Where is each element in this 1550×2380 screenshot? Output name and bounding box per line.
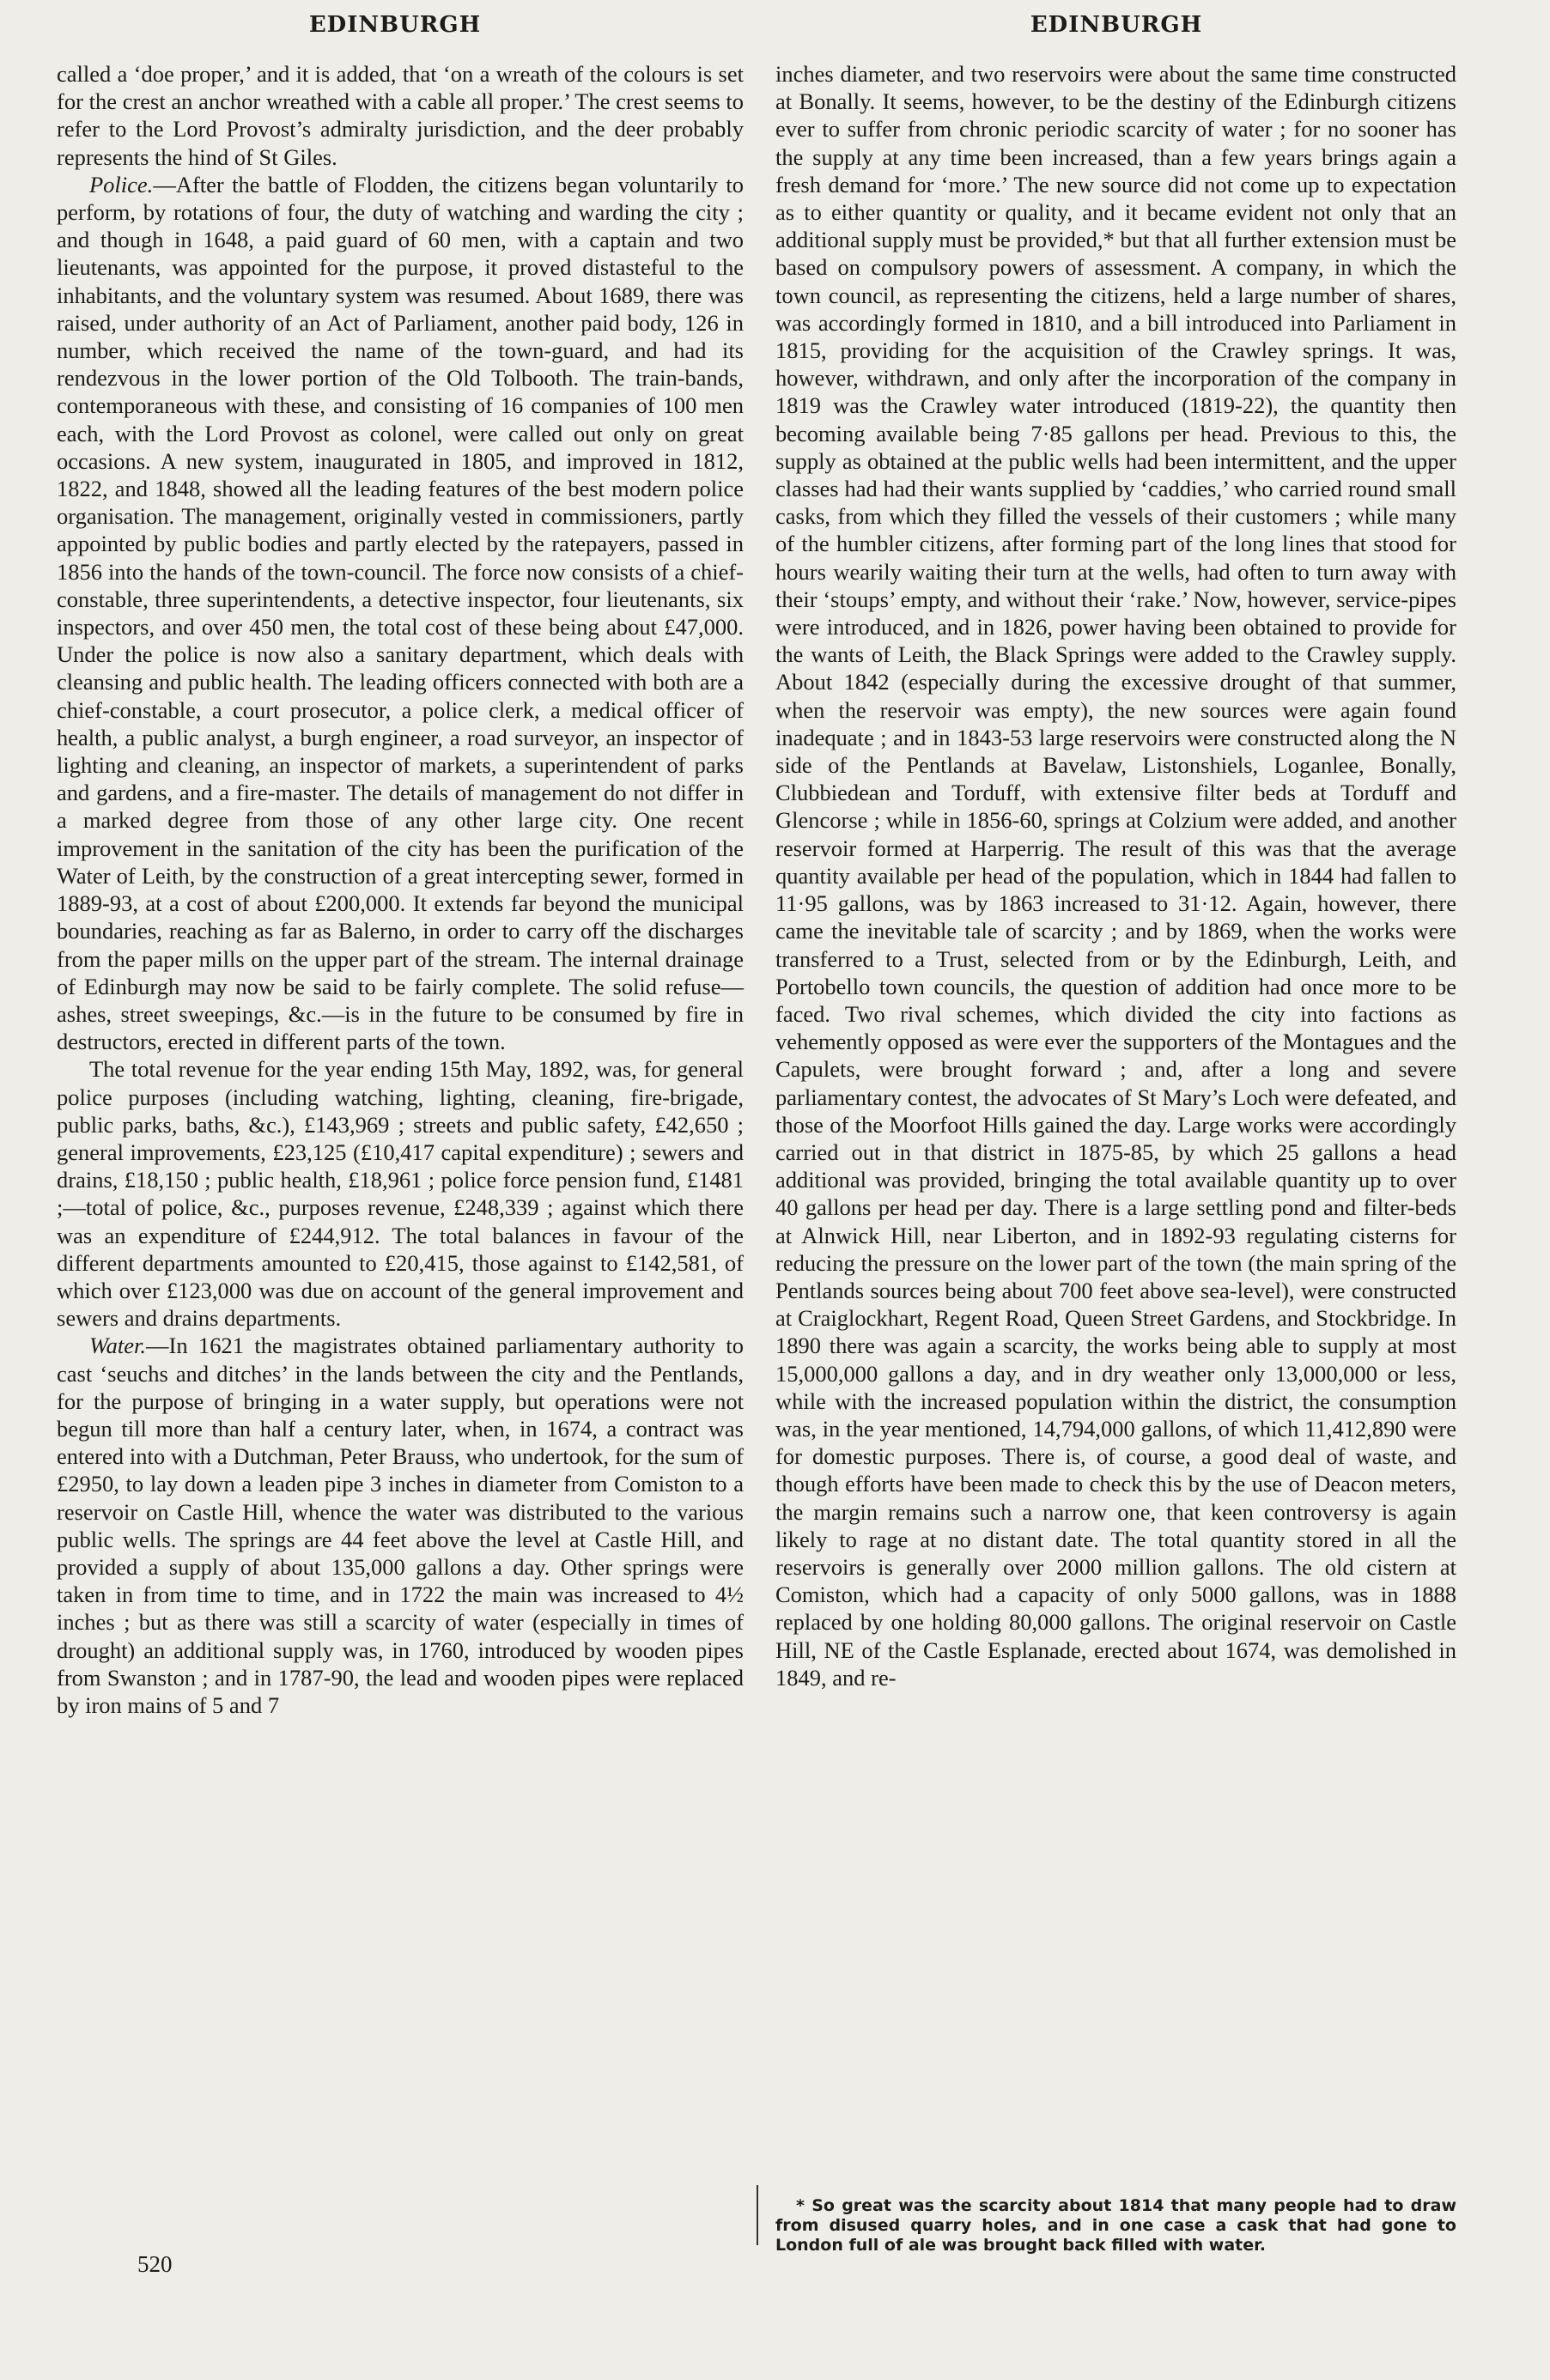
paragraph-text: —After the battle of Flodden, the citizens began voluntarily to perform, by rotations of four, the duty of watching and warding the city ; and though in 1648, a paid guard of 60 men, with a captain and two lieutenants, was appointed for the purpose, it proved distasteful to the inhabitants, and the voluntary system was resumed. About 1689, there was raised, under authority of an Act of Parliament, another paid body, 126 in number, which received the name of the town-guard, and had its rendezvous in the lower portion of the Old Tolbooth. The train-bands, contemporaneous with these, and consisting of 16 companies of 100 men each, with the Lord Provost as colonel, were called out only on great occasions. A new system, inaugurated in 1805, and improved in 1812, 1822, and 1848, showed all the leading features of the best modern police organisation. The management, originally vested in commissioners, partly appointed by public bodies and partly elected by the ratepayers, passed in 1856 into the hands of the town-council. The force now consists of a chief-constable, three superintendents, a detective inspector, four lieutenants, six inspectors, and over 450 men, the total cost of these being about £47,000. Under the police is now also a sanitary department, which deals with cleansing and public health. The leading officers connected with both are a chief-constable, a court prosecutor, a police clerk, a medical officer of health, a public analyst, a burgh engineer, a road surveyor, an inspector of lighting and cleaning, an inspector of markets, a superintendent of parks and gardens, and a fire-master. The details of management do not differ in a marked degree from those of any other large city. One recent improvement in the sanitation of the city has been the purification of the Water of Leith, by the construction of a great intercepting sewer, formed in 1889-93, at a cost of about £200,000. It extends far beyond the municipal boundaries, reaching as far as Balerno, in order to carry off the discharges from the paper mills on the upper part of the stream. The internal drainage of Edinburgh may now be said to be fairly complete. The solid refuse—ashes, street sweepings, &c.—is in the future to be consumed by fire in destructors, erected in different parts of the town.	[57, 171, 744, 1055]
paragraph: called a ‘doe proper,’ and it is added, that ‘on a wreath of the colours is set for the crest an anchor wreathed with a cable all proper.’ The crest seems to refer to the Lord Provost’s admiralty jurisdiction, and the deer probably represents the hind of St Giles.	[57, 61, 744, 170]
page-number: 520	[137, 2251, 173, 2277]
running-head-left: EDINBURGH	[308, 12, 482, 38]
running-head-right: EDINBURGH	[1030, 12, 1203, 38]
section-heading-police: Police.	[89, 171, 154, 197]
section-heading-water: Water.	[89, 1333, 147, 1359]
left-column	[57, 60, 744, 1719]
footnote: * So great was the scarcity about 1814 that many people had to draw from disused quarry holes, and in one case a cask that had gone to London full of ale was brought back filled with water.	[775, 2196, 1456, 2255]
paragraph-text: —In 1621 the magistrates obtained parliamentary authority to cast ‘seuchs and ditches’ in the lands between the city and the Pentlands, for the purpose of bringing in a water supply, but operations were not begun till more than half a century later, when, in 1674, a contract was entered into with a Dutchman, Peter Brauss, who undertook, for the sum of £2950, to lay down a leaden pipe 3 inches in diameter from Comiston to a reservoir on Castle Hill, whence the water was distributed to the various public wells. The springs are 44 feet above the level at Castle Hill, and provided a supply of about 135,000 gallons a day. Other springs were taken in from time to time, and in 1722 the main was increased to 4½ inches ; but as there was still a scarcity of water (especially in times of drought) an additional supply was, in 1760, introduced by wooden pipes from Swanston ; and in 1787-90, the lead and wooden pipes were replaced by iron mains of 5 and 7	[57, 1333, 744, 1718]
paragraph-water	[57, 1332, 744, 1719]
paragraph-police	[57, 171, 744, 1056]
paragraph-revenue: The total revenue for the year ending 15th May, 1892, was, for general police purposes (including watching, lighting, cleaning, fire-brigade, public parks, baths, &c.), £143,969 ; streets and public safety, £42,650 ; general improvements, £23,125 (£10,417 capital expenditure) ; sewers and drains, £18,150 ; public health, £18,961 ; police force pension fund, £1481 ;—total of police, &c., purposes revenue, £248,339 ; against which there was an expenditure of £244,912. The total balances in favour of the different departments amounted to £20,415, those against to £142,581, of which over £123,000 was due on account of the general improvement and sewers and drains departments.	[57, 1056, 744, 1332]
paragraph-water-continued: inches diameter, and two reservoirs were about the same time constructed at Bonally. It seems, however, to be the destiny of the Edinburgh citizens ever to suffer from chronic periodic scarcity of water ; for no sooner has the supply at any time been increased, than a few years brings again a fresh demand for ‘more.’ The new source did not come up to expectation as to either quantity or quality, and it became evident not only that an additional supply must be provided,* but that all further extension must be based on compulsory powers of assessment. A company, in which the town council, as representing the citizens, held a large number of shares, was accordingly formed in 1810, and a bill introduced into Parliament in 1815, providing for the acquisition of the Crawley springs. It was, however, withdrawn, and only after the incorporation of the company in 1819 was the Crawley water introduced (1819-22), the quantity then becoming available being 7·85 gallons per head. Previous to this, the supply as obtained at the public wells had been intermittent, and the upper classes had had their wants supplied by ‘caddies,’ who carried round small casks, from which they filled the vessels of their customers ; while many of the humbler citizens, after forming part of the long lines that stood for hours wearily waiting their turn at the wells, had often to turn away with their ‘stoups’ empty, and without their ‘rake.’ Now, however, service-pipes were introduced, and in 1826, power having been obtained to provide for the wants of Leith, the Black Springs were added to the Crawley supply. About 1842 (especially during the excessive drought of that summer, when the reservoir was empty), the new sources were again found inadequate ; and in 1843-53 large reservoirs were constructed along the N side of the Pentlands at Bavelaw, Listonshiels, Loganlee, Bonally, Clubbiedean and Torduff, with extensive filter beds at Torduff and Glencorse ; while in 1856-60, springs at Colzium were added, and another reservoir formed at Harperrig. The result of this was that the average quantity available per head of the population, which in 1844 had fallen to 11·95 gallons, was by 1863 increased to 31·12. Again, however, there came the inevitable tale of scarcity ; and by 1869, when the works were transferred to a Trust, selected from or by the Edinburgh, Leith, and Portobello town councils, the question of addition had once more to be faced. Two rival schemes, which divided the city into factions as vehemently opposed as were ever the supporters of the Montagues and the Capulets, were brought forward ; and, after a long and severe parliamentary contest, the advocates of St Mary’s Loch were defeated, and those of the Moorfoot Hills gained the day. Large works were accordingly carried out in that district in 1875-85, by which 25 gallons a head additional was provided, bringing the total available quantity up to over 40 gallons per head per day. There is a large settling pond and filter-beds at Alnwick Hill, near Liberton, and in 1892-93 regulating cisterns for reducing the pressure on the lower part of the town (the main spring of the Pentlands sources being about 700 feet above sea-level), were constructed at Craiglockhart, Regent Road, Queen Street Gardens, and Stockbridge. In 1890 there was again a scarcity, the works being able to supply at most 15,000,000 gallons a day, and in dry weather only 13,000,000 or less, while with the increased population within the district, the consumption was, in the year mentioned, 14,794,000 gallons, of which 11,412,890 were for domestic purposes. There is, of course, a good deal of waste, and though efforts have been made to check this by the use of Deacon meters, the margin remains such a narrow one, that keen controversy is again likely to rage at no distant date. The total quantity stored in all the reservoirs is generally over 2000 million gallons. The old cistern at Comiston, which had a capacity of only 5000 gallons, was in 1888 replaced by one holding 80,000 gallons. The original reservoir on Castle Hill, NE of the Castle Esplanade, erected about 1674, was demolished in 1849, and re-	[775, 61, 1456, 1691]
column-divider	[757, 2185, 758, 2245]
right-column	[775, 60, 1456, 1691]
